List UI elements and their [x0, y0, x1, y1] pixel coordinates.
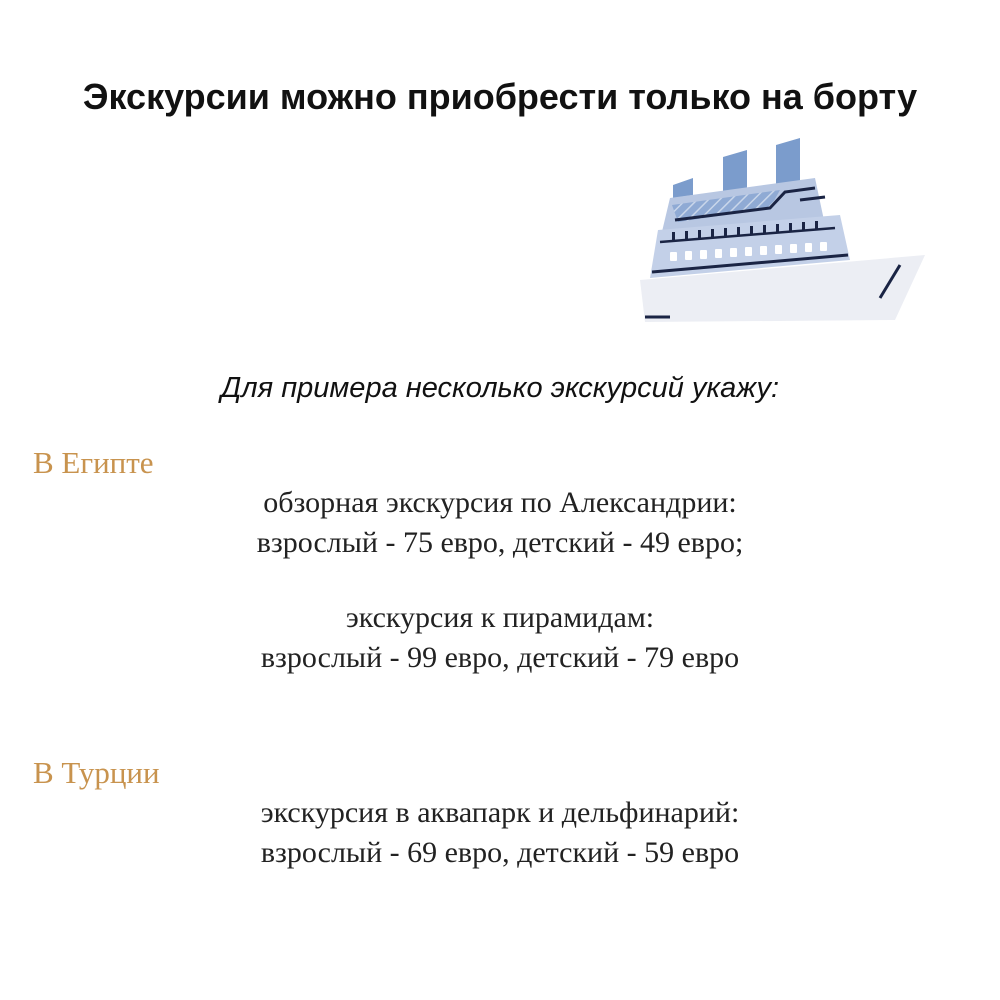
tour-prices: взрослый - 99 евро, детский - 79 евро: [260, 641, 740, 674]
subtitle: Для примера несколько экскурсий укажу:: [220, 372, 780, 404]
tour-prices: взрослый - 69 евро, детский - 59 евро: [260, 836, 740, 869]
tour-name: экскурсия к пирамидам:: [345, 601, 655, 634]
tour-name: экскурсия в аквапарк и дельфинарий:: [260, 796, 740, 829]
page-title: Экскурсии можно приобрести только на борту: [82, 76, 918, 117]
cruise-ship-icon: [630, 130, 930, 330]
tour-item: [140, 483, 860, 563]
tour-prices: взрослый - 75 евро, детский - 49 евро;: [256, 526, 744, 559]
country-heading-egypt: В Египте: [33, 445, 154, 480]
tour-item: [140, 793, 860, 873]
tour-name: обзорная экскурсия по Александрии:: [263, 486, 737, 519]
tour-item: [140, 598, 860, 678]
country-heading-turkey: В Турции: [33, 755, 160, 790]
